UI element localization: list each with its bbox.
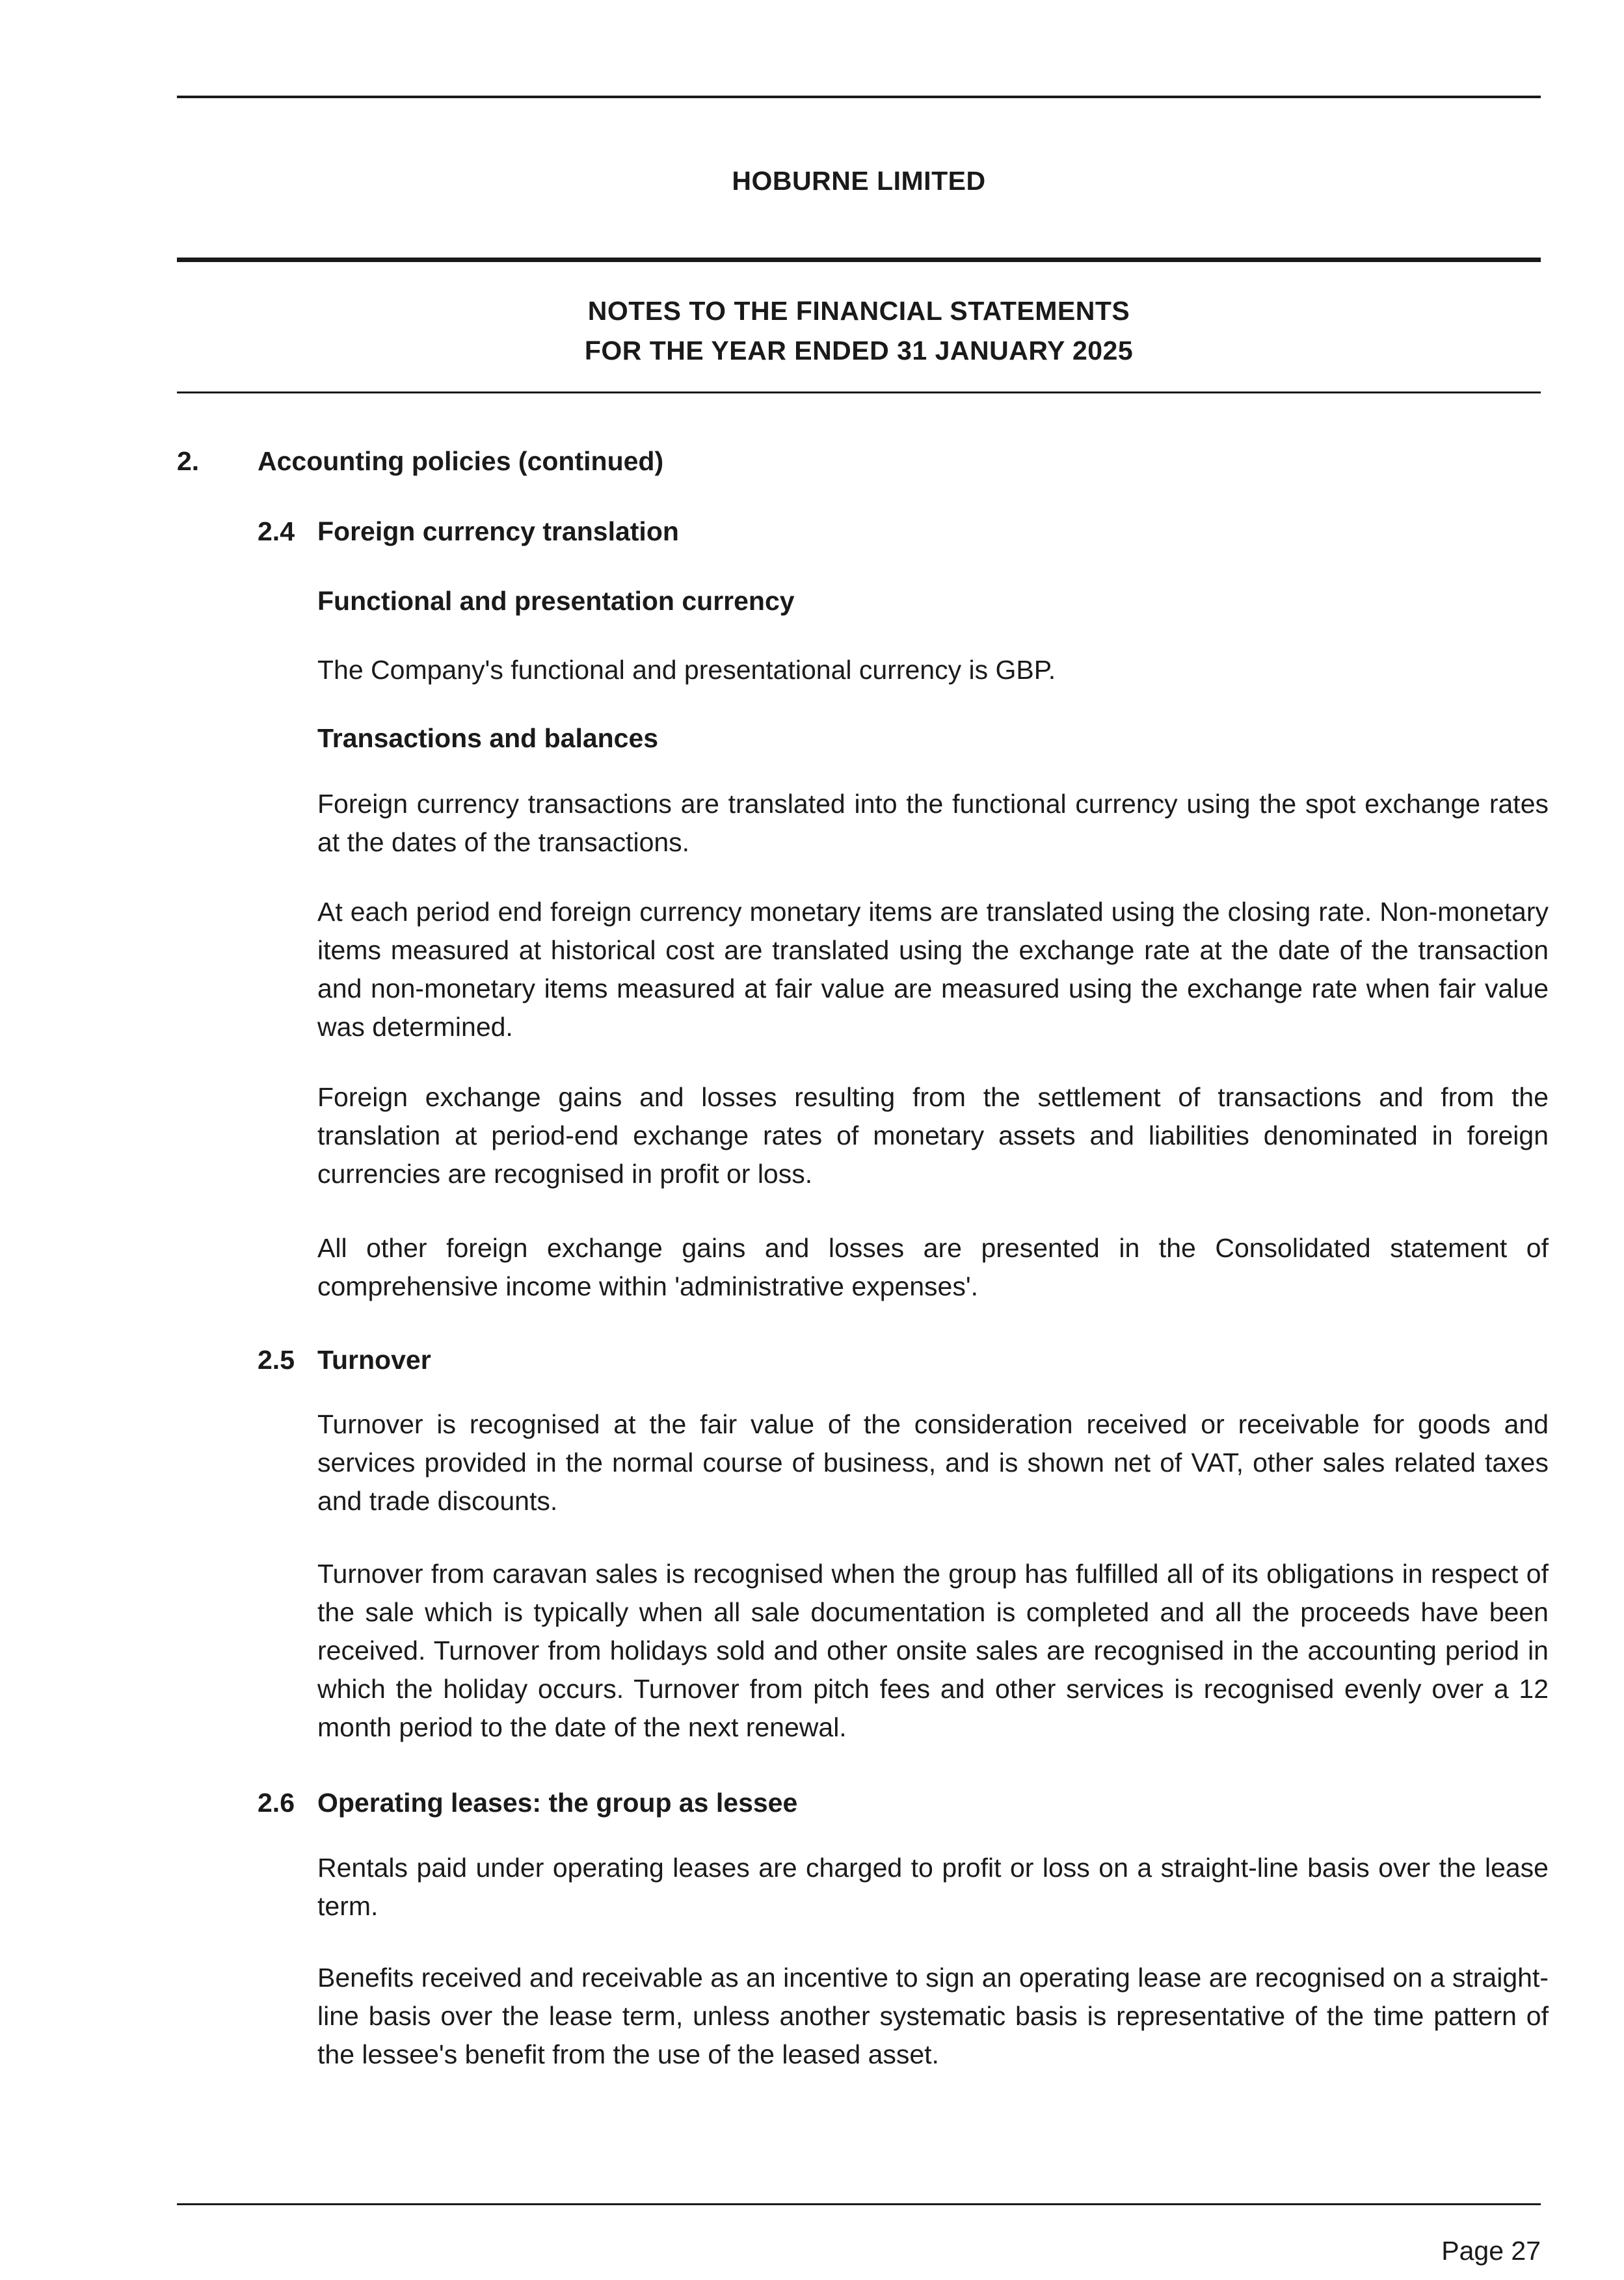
footer-rule xyxy=(177,2203,1541,2205)
leases-paragraph-1: Rentals paid under operating leases are charged to profit or loss on a straight-line basis over the lease term. xyxy=(317,1853,1549,1921)
functional-currency-heading: Functional and presentation currency xyxy=(317,586,795,616)
header-bottom-rule xyxy=(177,391,1541,393)
statement-title-line1: NOTES TO THE FINANCIAL STATEMENTS xyxy=(587,296,1130,326)
subsection-title-2-6: Operating leases: the group as lessee xyxy=(317,1788,798,1818)
company-name: HOBURNE LIMITED xyxy=(732,166,986,196)
transactions-paragraph-1: Foreign currency transactions are translated into the functional currency using the spot exchange rates at the dates of the transactions. xyxy=(317,789,1549,857)
transactions-paragraph-3: Foreign exchange gains and losses resulting from the settlement of transactions and from the translation at period-end exchange rates of monetary assets and liabilities denominated in foreign currencies are recognised in profit or loss. xyxy=(317,1082,1549,1189)
leases-paragraph-2: Benefits received and receivable as an incentive to sign an operating lease are recognised on a straight-line basis over the lease term, unless another systematic basis is representative of the time pattern of the lessee's benefit from the use of the leased asset. xyxy=(317,1963,1549,2069)
turnover-paragraph-1: Turnover is recognised at the fair value of the consideration received or receivable for goods and services provided in the normal course of business, and is shown net of VAT, other sales related taxes and trade discounts. xyxy=(317,1409,1549,1516)
statement-title-line2: FOR THE YEAR ENDED 31 JANUARY 2025 xyxy=(584,336,1134,365)
top-rule xyxy=(177,96,1541,98)
subsection-number-2-6: 2.6 xyxy=(258,1788,295,1818)
subsection-number-2-5: 2.5 xyxy=(258,1345,295,1375)
section-number: 2. xyxy=(177,446,200,476)
transactions-paragraph-4: All other foreign exchange gains and losses are presented in the Consolidated statement of comprehensive income within 'administrative expenses'. xyxy=(317,1233,1549,1301)
section-title: Accounting policies (continued) xyxy=(258,446,664,476)
header-thick-rule xyxy=(177,258,1541,262)
subsection-number-2-4: 2.4 xyxy=(258,516,295,546)
page-number: Page 27 xyxy=(1441,2236,1541,2266)
transactions-paragraph-2: At each period end foreign currency monetary items are translated using the closing rate. Non-monetary items measured at historical cost are translated using the exchange rate at the date of the transaction and non-monetary items measured at fair value are measured using the exchange rate when fair value was determined. xyxy=(317,897,1549,1042)
turnover-paragraph-2: Turnover from caravan sales is recognised when the group has fulfilled all of its obligations in respect of the sale which is typically when all sale documentation is completed and all the proceeds have been received. Turnover from holidays sold and other onsite sales are recognised in the accounting period in which the holiday occurs. Turnover from pitch fees and other services is recognised evenly over a 12 month period to the date of the next renewal. xyxy=(317,1559,1549,1742)
functional-currency-text: The Company's functional and presentational currency is GBP. xyxy=(317,655,1056,685)
subsection-title-2-5: Turnover xyxy=(317,1345,431,1375)
subsection-title-2-4: Foreign currency translation xyxy=(317,516,679,546)
transactions-heading: Transactions and balances xyxy=(317,723,659,753)
